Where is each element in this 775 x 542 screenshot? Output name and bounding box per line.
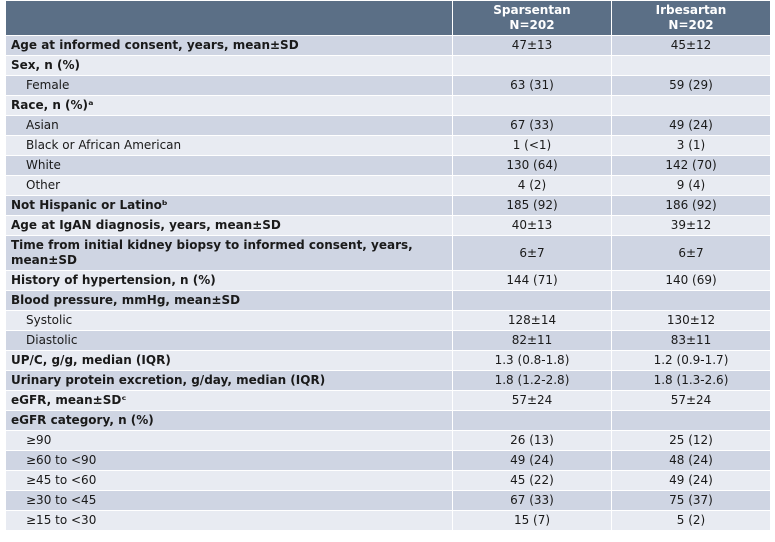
irbesartan-value xyxy=(612,411,771,431)
table-row xyxy=(6,451,771,471)
header-sparsentan-n: N=202 xyxy=(509,18,555,32)
table-row xyxy=(6,76,771,96)
irbesartan-value: 25 (12) xyxy=(612,431,771,451)
table-row xyxy=(6,371,771,391)
sparsentan-value: 57±24 xyxy=(453,391,612,411)
irbesartan-value: 6±7 xyxy=(612,236,771,271)
irbesartan-value: 45±12 xyxy=(612,36,771,56)
table-header-row xyxy=(6,1,771,36)
sparsentan-value: 63 (31) xyxy=(453,76,612,96)
table-row xyxy=(6,116,771,136)
row-label: Systolic xyxy=(6,311,453,331)
irbesartan-value: 142 (70) xyxy=(612,156,771,176)
table-row xyxy=(6,236,771,271)
baseline-characteristics-table xyxy=(5,0,771,531)
irbesartan-value: 83±11 xyxy=(612,331,771,351)
table-row xyxy=(6,196,771,216)
row-label: ≥45 to <60 xyxy=(6,471,453,491)
irbesartan-value: 75 (37) xyxy=(612,491,771,511)
sparsentan-value: 67 (33) xyxy=(453,116,612,136)
irbesartan-value: 48 (24) xyxy=(612,451,771,471)
irbesartan-value: 1.8 (1.3-2.6) xyxy=(612,371,771,391)
table-row xyxy=(6,56,771,76)
sparsentan-value: 6±7 xyxy=(453,236,612,271)
sparsentan-value: 49 (24) xyxy=(453,451,612,471)
table-row xyxy=(6,391,771,411)
irbesartan-value: 5 (2) xyxy=(612,511,771,531)
table-row xyxy=(6,431,771,451)
sparsentan-value xyxy=(453,291,612,311)
sparsentan-value: 82±11 xyxy=(453,331,612,351)
table-row xyxy=(6,491,771,511)
irbesartan-value: 49 (24) xyxy=(612,471,771,491)
table-body xyxy=(6,36,771,531)
table-row xyxy=(6,411,771,431)
row-label: Sex, n (%) xyxy=(6,56,453,76)
row-label: Urinary protein excretion, g/day, median (IQR) xyxy=(6,371,453,391)
row-label: Age at IgAN diagnosis, years, mean±SD xyxy=(6,216,453,236)
sparsentan-value: 1.8 (1.2-2.8) xyxy=(453,371,612,391)
irbesartan-value xyxy=(612,96,771,116)
table-row xyxy=(6,156,771,176)
sparsentan-value: 40±13 xyxy=(453,216,612,236)
table-row xyxy=(6,511,771,531)
row-label: Race, n (%)ᵃ xyxy=(6,96,453,116)
table-row xyxy=(6,176,771,196)
table-row xyxy=(6,96,771,116)
sparsentan-value xyxy=(453,411,612,431)
header-sparsentan xyxy=(453,1,612,36)
irbesartan-value xyxy=(612,56,771,76)
header-sparsentan-name: Sparsentan xyxy=(493,3,571,17)
header-irbesartan-name: Irbesartan xyxy=(655,3,727,17)
row-label: Age at informed consent, years, mean±SD xyxy=(6,36,453,56)
irbesartan-value: 39±12 xyxy=(612,216,771,236)
table-row xyxy=(6,311,771,331)
table-row xyxy=(6,216,771,236)
row-label: Diastolic xyxy=(6,331,453,351)
row-label: Asian xyxy=(6,116,453,136)
sparsentan-value: 130 (64) xyxy=(453,156,612,176)
row-label: White xyxy=(6,156,453,176)
header-irbesartan-n: N=202 xyxy=(668,18,714,32)
table-row xyxy=(6,331,771,351)
row-label: History of hypertension, n (%) xyxy=(6,271,453,291)
row-label: Blood pressure, mmHg, mean±SD xyxy=(6,291,453,311)
row-label: ≥90 xyxy=(6,431,453,451)
irbesartan-value: 1.2 (0.9-1.7) xyxy=(612,351,771,371)
irbesartan-value: 186 (92) xyxy=(612,196,771,216)
sparsentan-value xyxy=(453,56,612,76)
row-label: Female xyxy=(6,76,453,96)
header-irbesartan xyxy=(612,1,771,36)
irbesartan-value: 9 (4) xyxy=(612,176,771,196)
row-label: eGFR category, n (%) xyxy=(6,411,453,431)
row-label: ≥60 to <90 xyxy=(6,451,453,471)
row-label: Not Hispanic or Latinoᵇ xyxy=(6,196,453,216)
sparsentan-value xyxy=(453,96,612,116)
row-label: Other xyxy=(6,176,453,196)
row-label: Time from initial kidney biopsy to informed consent, years, mean±SD xyxy=(6,236,453,271)
sparsentan-value: 26 (13) xyxy=(453,431,612,451)
table-row xyxy=(6,271,771,291)
table-row xyxy=(6,136,771,156)
irbesartan-value: 49 (24) xyxy=(612,116,771,136)
sparsentan-value: 1 (<1) xyxy=(453,136,612,156)
row-label: ≥15 to <30 xyxy=(6,511,453,531)
sparsentan-value: 47±13 xyxy=(453,36,612,56)
sparsentan-value: 128±14 xyxy=(453,311,612,331)
irbesartan-value: 140 (69) xyxy=(612,271,771,291)
row-label: ≥30 to <45 xyxy=(6,491,453,511)
sparsentan-value: 15 (7) xyxy=(453,511,612,531)
sparsentan-value: 45 (22) xyxy=(453,471,612,491)
sparsentan-value: 144 (71) xyxy=(453,271,612,291)
irbesartan-value xyxy=(612,291,771,311)
irbesartan-value: 59 (29) xyxy=(612,76,771,96)
table-row xyxy=(6,471,771,491)
row-label: UP/C, g/g, median (IQR) xyxy=(6,351,453,371)
row-label: eGFR, mean±SDᶜ xyxy=(6,391,453,411)
irbesartan-value: 130±12 xyxy=(612,311,771,331)
sparsentan-value: 4 (2) xyxy=(453,176,612,196)
header-blank-cell xyxy=(6,1,453,36)
sparsentan-value: 1.3 (0.8-1.8) xyxy=(453,351,612,371)
irbesartan-value: 3 (1) xyxy=(612,136,771,156)
sparsentan-value: 67 (33) xyxy=(453,491,612,511)
sparsentan-value: 185 (92) xyxy=(453,196,612,216)
table-row xyxy=(6,36,771,56)
row-label: Black or African American xyxy=(6,136,453,156)
table-row xyxy=(6,351,771,371)
table-row xyxy=(6,291,771,311)
irbesartan-value: 57±24 xyxy=(612,391,771,411)
